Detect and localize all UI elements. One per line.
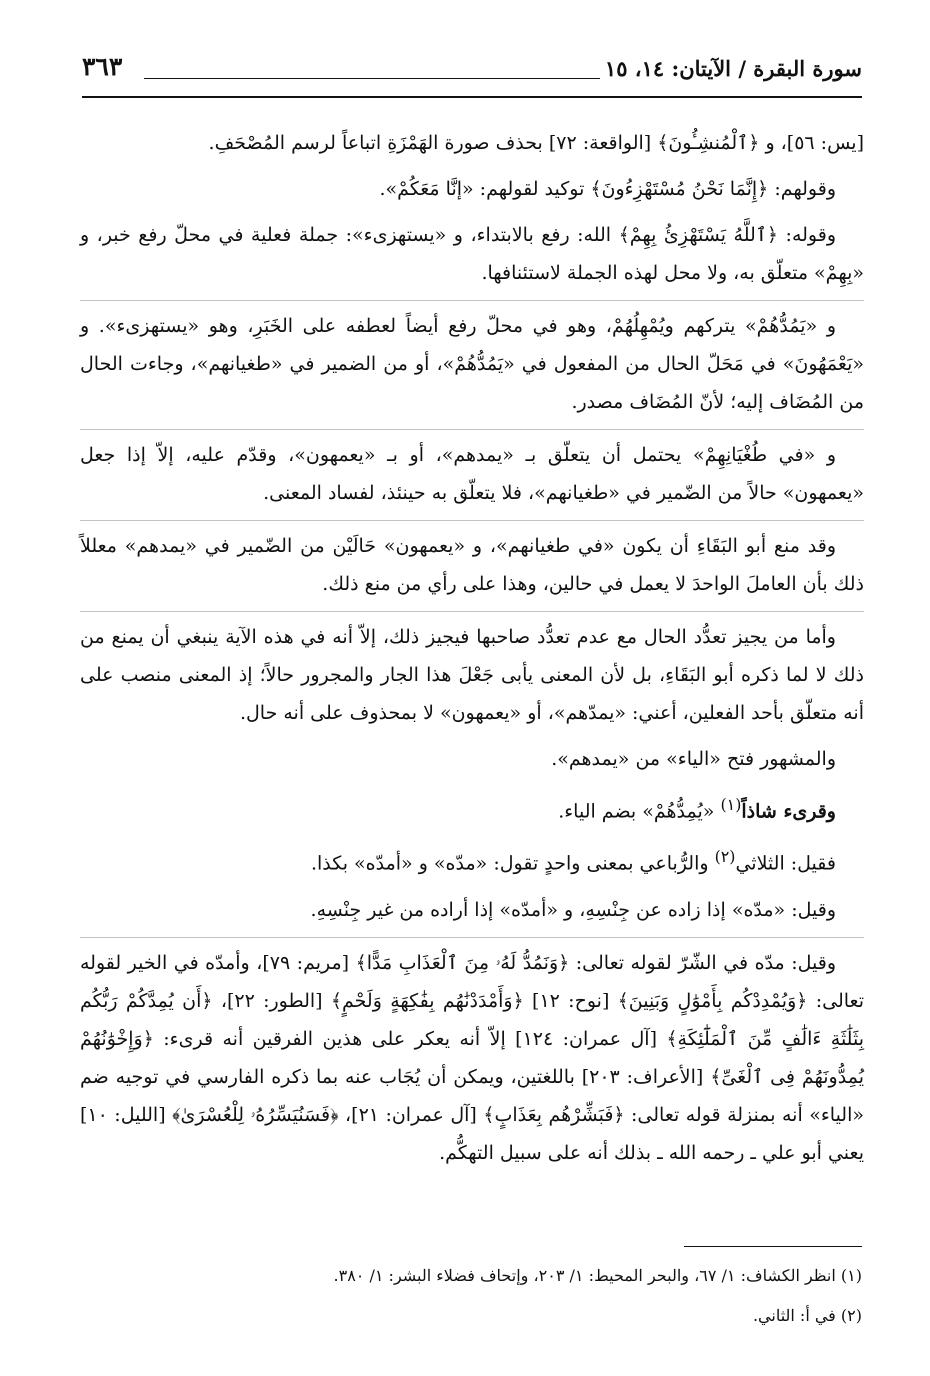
paragraph: وقوله: ﴿ٱللَّهُ يَسْتَهْزِئُ بِهِمْ﴾ الله: رفع بالابتداء، و «يستهزىء»: جملة فعلية في محلّ رفع خبر، و «بِهِمْ» متعلّق به، ولا محل لهذه الجملة لاستئنافها. [80, 224, 864, 284]
footnotes [80, 1256, 862, 1336]
footnote: (٢) في أ: الثاني. [752, 1306, 862, 1325]
paragraph-tail: والرُّباعي بمعنى واحدٍ تقول: «مدّه» و «أمدّه» بكذا. [310, 852, 709, 875]
footnote-ref: (١) [720, 795, 742, 814]
footnote-ref: (٢) [714, 847, 736, 867]
header-rule [82, 96, 862, 98]
paragraph: [يس: ٥٦]، و ﴿ٱلْمُنشِـُٔونَ﴾ [الواقعة: ٧٢] بحذف صورة الهَمْزَةِ اتباعاً لرسم المُصْحَفِ. [208, 132, 864, 154]
footnote-rule [684, 1246, 862, 1247]
shadh-word: «يُمِدُّهُمْ» [642, 800, 715, 823]
trilateral-paragraph [80, 838, 864, 882]
paragraph: و «في طُغْيَانِهِمْ» يحتمل أن يتعلّق بـ «يمدهم»، أو بـ «يعمهون»، وقدّم عليه، إلاّ إذا جعل «يعمهون» حالاً من الضّمير في «طغيانهم»، فلا يتعلّق به حينئذ، لفساد المعنى. [80, 429, 864, 512]
footnote: (١) انظر الكشاف: ١/ ٦٧، والبحر المحيط: ١/ ٢٠٣، وإتحاف فضلاء البشر: ١/ ٣٨٠. [333, 1266, 862, 1285]
surah-title: سورة البقرة / الآيتان: ١٤، ١٥ [604, 56, 862, 81]
paragraph-lead: فقيل: الثلاثي [735, 852, 836, 875]
shadh-reading-paragraph [80, 786, 864, 830]
paragraph: وأما من يجيز تعدُّد الحال مع عدم تعدُّد صاحبها فيجيز ذلك، إلاّ أنه في هذه الآية ينبغي أن يمنع من ذلك لا لما ذكره أبو البَقَاءِ، بل لأن المعنى يأبى جَعْلَ هذا الجار والمجرور حالاً؛ إذ المعنى منصب على أنه متعلّق بأحد الفعلين، أعني: «يمدّهم»، أو «يعمهون» لا بمحذوف على أنه حال. [80, 611, 864, 732]
paragraph: وقد منع أبو البَقَاءِ أن يكون «في طغيانهم»، و «يعمهون» حَالَيْن من الضّمير في «يمدهم» معللاً ذلك بأن العاملَ الواحدَ لا يعمل في حالين، وهذا على رأي من منع ذلك. [80, 520, 864, 603]
page-number: ٣٦٣ [82, 52, 123, 81]
header-line [144, 78, 600, 79]
paragraph: وقيل: مدّه في الشّرّ لقوله تعالى: ﴿وَنَمُدُّ لَهُۥ مِنَ ٱلْعَذَابِ مَدًّا﴾ [مريم: ٧٩]، وأمدّه في الخير لقوله تعالى: ﴿وَيُمْدِدْكُم بِأَمْوَٰلٍ وَبَنِينَ﴾ [نوح: ١٢] ﴿وَأَمْدَدْنَٰهُم بِفَٰكِهَةٍ وَلَحْمٍ﴾ [الطور: ٢٢]، ﴿أَن يُمِدَّكُمْ رَبُّكُم بِثَلَٰثَةِ ءَالَٰفٍ مِّنَ ٱلْمَلَٰٓئِكَةِ﴾ [آل عمران: ١٢٤] إلاّ أنه يعكر على هذين الفرقين أنه قرىء: ﴿وَإِخْوَٰنُهُمْ يُمِدُّونَهُمْ فِى ٱلْغَىِّ﴾ [الأعراف: ٢٠٣] باللغتين، ويمكن أن يُجَاب عنه بما ذكره الفارسي في توجيه ضم «الياء» أنه بمنزلة قوله تعالى: ﴿فَبَشِّرْهُم بِعَذَابٍ﴾ [آل عمران: ٢١]، ﴿فَسَنُيَسِّرُهُۥ لِلْعُسْرَىٰ﴾ [الليل: ١٠] يعني أبو علي ـ رحمه الله ـ بذلك أنه على سبيل التهكُّم. [80, 937, 864, 1172]
paragraph: وقولهم: ﴿إِنَّمَا نَحْنُ مُسْتَهْزِءُونَ﴾ توكيد لقولهم: «إنَّا مَعَكُمْ». [379, 178, 836, 200]
bold-lead: وقرىء شاذاً [741, 800, 836, 823]
paragraph-tail: بضم الياء. [558, 800, 637, 823]
running-header [82, 52, 862, 94]
paragraph: وقيل: «مدّه» إذا زاده عن جِنْسِهِ، و «أمدّه» إذا أراده من غير جِنْسِهِ. [310, 898, 836, 921]
paragraph: و «يَمُدُّهُمْ» يتركهم ويُمْهِلُهُمْ، وهو في محلّ رفع أيضاً لعطفه على الخَبَرِ، وهو «يستهزىء». و «يَعْمَهُونَ» في مَحَلّ الحال من المفعول في «يَمُدُّهُمْ»، أو من الضمير في «طغيانهم»، وجاءت الحال من المُضَاف إليه؛ لأنّ المُضَاف مصدر. [80, 300, 864, 421]
paragraph: والمشهور فتح «الياء» من «يمدهم». [551, 748, 836, 770]
main-text [80, 124, 864, 1180]
